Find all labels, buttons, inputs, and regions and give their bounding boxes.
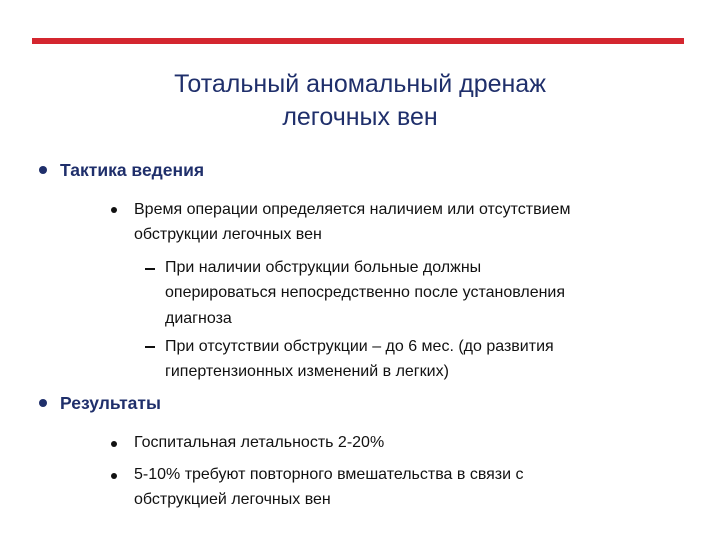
subitem-text-line-1: При наличии обструкции больные должны [165, 259, 482, 276]
list-item-text-line-1: 5-10% требуют повторного вмешательства в связи с [134, 466, 524, 483]
title-line-1: Тотальный аномальный дренаж [174, 70, 546, 98]
list-item-text-line-2: обструкции легочных вен [134, 226, 322, 243]
top-accent-rule [32, 38, 684, 44]
subitem-text-line-2: оперироваться непосредственно после установления [165, 284, 566, 301]
list-item-text-line-2: обструкцией легочных вен [134, 491, 331, 508]
title-line-2: легочных вен [282, 103, 438, 131]
section-bullet-icon [39, 399, 47, 407]
section-heading-tactics: Тактика ведения [60, 160, 205, 180]
section-bullet-icon [39, 166, 47, 174]
dash-bullet-icon [145, 346, 155, 348]
item-bullet-icon [111, 473, 117, 479]
dash-bullet-icon [145, 268, 155, 270]
item-bullet-icon [111, 207, 117, 213]
subitem-text-line-3: диагноза [165, 310, 232, 327]
subitem-text-line-2: гипертензионных изменений в легких) [165, 363, 449, 380]
item-bullet-icon [111, 441, 117, 447]
list-item-text-line-1: Время операции определяется наличием или отсутствием [134, 201, 571, 218]
list-item-text-line-1: Госпитальная летальность 2-20% [134, 434, 385, 451]
subitem-text-line-1: При отсутствии обструкции – до 6 мес. (до развития [165, 338, 554, 355]
slide-title [60, 68, 660, 134]
section-heading-results: Результаты [60, 393, 161, 413]
